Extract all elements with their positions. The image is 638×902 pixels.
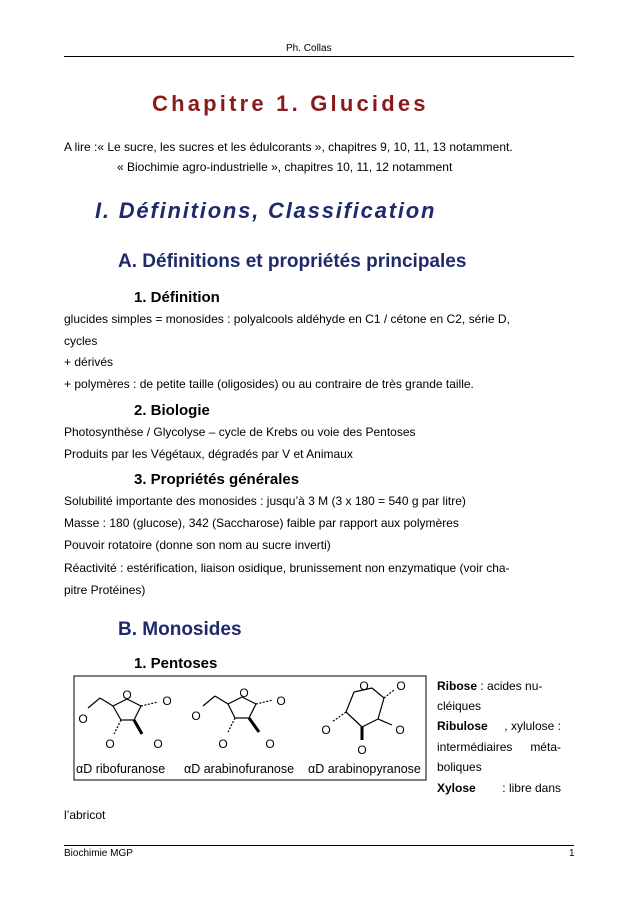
properties-line-2: Masse : 180 (glucose), 342 (Saccharose) faible par rapport aux polymères (64, 516, 459, 530)
arabp-ring-o: O (359, 679, 369, 693)
arabinofuranose-structure (203, 696, 273, 732)
pentoses-heading: 1. Pentoses (134, 655, 218, 672)
arabp-c4-o: O (321, 723, 331, 737)
arabf-c2-o: O (265, 737, 275, 751)
arabf-c1-o: O (276, 694, 286, 708)
ribulose-desc-a: , xylulose : (504, 719, 561, 733)
arabf-ring-o: O (239, 686, 249, 700)
footer-page-number: 1 (569, 848, 575, 859)
chapter-title: Chapitre 1. Glucides (152, 91, 429, 116)
footer-rule (64, 845, 574, 846)
pentose-structures-figure (64, 672, 428, 782)
ribo-c2-o: O (153, 737, 163, 751)
header-author: Ph. Collas (286, 43, 332, 54)
properties-line-5: pitre Protéines) (64, 583, 146, 597)
ribulose-line-1 (437, 719, 561, 733)
label-arabinofuranose: αD arabinofuranose (184, 762, 295, 776)
ribose-name: Ribose (437, 679, 478, 693)
section-I-heading: I. Définitions, Classification (95, 198, 437, 223)
biology-line-2: Produits par les Végétaux, dégradés par V et Animaux (64, 447, 353, 461)
ribulose-name: Ribulose (437, 719, 488, 733)
arabp-c2-o: O (395, 723, 405, 737)
definition-line-3: + dérivés (64, 355, 114, 369)
ribulose-line-2 (437, 740, 561, 754)
ribulose-line-3: boliques (437, 760, 482, 774)
arabp-c3-o: O (357, 743, 367, 757)
arabf-c5-o: O (191, 709, 201, 723)
ribo-c1-o: O (162, 694, 172, 708)
reading-line-2: « Biochimie agro-industrielle », chapitres 10, 11, 12 notamment (117, 160, 453, 174)
ribose-line-1 (437, 679, 561, 693)
reading-line-1: A lire :« Le sucre, les sucres et les édulcorants », chapitres 9, 10, 11, 13 notamment. (64, 140, 513, 154)
properties-line-1: Solubilité importante des monosides : jusqu’à 3 M (3 x 180 = 540 g par litre) (64, 494, 466, 508)
ribo-c3-o: O (105, 737, 115, 751)
ribulose-desc-b2: méta- (530, 740, 561, 754)
xylose-name: Xylose (437, 781, 476, 795)
properties-line-4: Réactivité : estérification, liaison osidique, brunissement non enzymatique (voir cha- (64, 561, 510, 575)
ribulose-desc-b1: intermédiaires (437, 740, 513, 754)
xylose-line-2: l’abricot (64, 808, 106, 822)
xylose-desc-a: : libre dans (502, 781, 561, 795)
arabf-c3-o: O (218, 737, 228, 751)
label-ribofuranose: αD ribofuranose (76, 762, 166, 776)
definition-line-2: cycles (64, 334, 98, 348)
biology-line-1: Photosynthèse / Glycolyse – cycle de Krebs ou voie des Pentoses (64, 425, 416, 439)
label-arabinopyranose: αD arabinopyranose (308, 762, 421, 776)
section-A-heading: A. Définitions et propriétés principales (118, 251, 467, 272)
definition-heading: 1. Définition (134, 289, 220, 306)
xylose-line-1 (437, 781, 561, 795)
definition-line-4: + polymères : de petite taille (oligosides) ou au contraire de très grande taille. (64, 377, 474, 391)
definition-line-1: glucides simples = monosides : polyalcools aldéhyde en C1 / cétone en C2, série D, (64, 312, 510, 326)
header-rule (64, 56, 574, 57)
biology-heading: 2. Biologie (134, 402, 210, 419)
arabp-c1-o: O (396, 679, 406, 693)
arabinopyranose-structure (332, 688, 394, 740)
properties-heading: 3. Propriétés générales (134, 471, 300, 488)
ribose-desc-a: : acides nu- (480, 679, 543, 693)
ribo-ring-o: O (122, 688, 132, 702)
ribose-line-2: cléiques (437, 699, 482, 713)
properties-line-3: Pouvoir rotatoire (donne son nom au sucre inverti) (64, 538, 331, 552)
ribofuranose-structure (88, 698, 158, 734)
ribo-c5-o: O (78, 712, 88, 726)
section-B-heading: B. Monosides (118, 619, 242, 640)
footer-left: Biochimie MGP (64, 848, 133, 859)
